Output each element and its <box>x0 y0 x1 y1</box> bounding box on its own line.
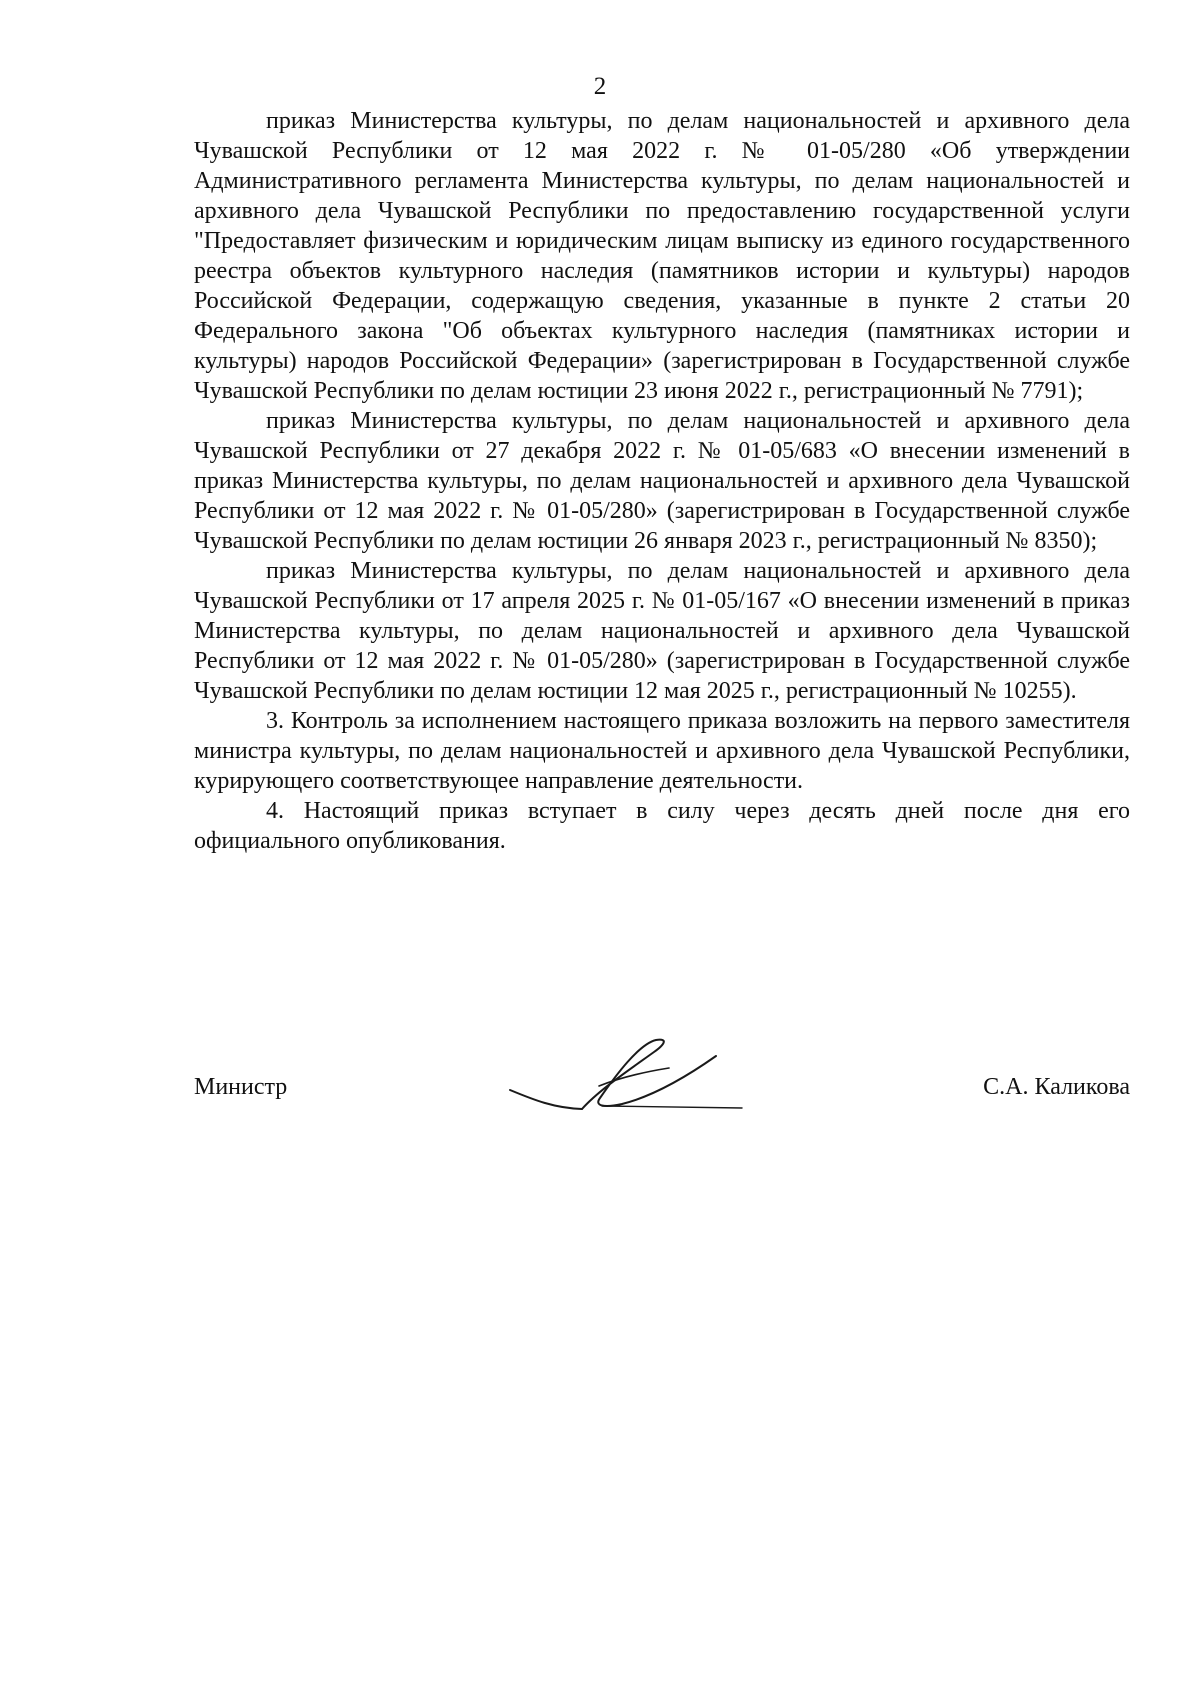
paragraph-order-167: приказ Министерства культуры, по делам национальностей и архивного дела Чувашской Республики от 17 апреля 2025 г. № 01-05/167 «О внесении изменений в приказ Министерства культуры, по делам национальностей и архивного дела Чувашской Республики от 12 мая 2022 г. № 01-05/280» (зарегистрирован в Государственной службе Чувашской Республики по делам юстиции 12 мая 2025 г., регистрационный № 10255). <box>194 558 1130 704</box>
signature-block <box>194 1020 1130 1130</box>
paragraph-effective-date-clause: 4. Настоящий приказ вступает в силу через десять дней после дня его официального опубликования. <box>194 798 1130 854</box>
paragraph-control-clause: 3. Контроль за исполнением настоящего приказа возложить на первого заместителя министра культуры, по делам национальностей и архивного дела Чувашской Республики, курирующего соответствующее направление деятельности. <box>194 708 1130 794</box>
document-body <box>194 106 1130 856</box>
paragraph-order-683: приказ Министерства культуры, по делам национальностей и архивного дела Чувашской Республики от 27 декабря 2022 г. № 01-05/683 «О внесении изменений в приказ Министерства культуры, по делам национальностей и архивного дела Чувашской Республики от 12 мая 2022 г. № 01-05/280» (зарегистрирован в Государственной службе Чувашской Республики по делам юстиции 26 января 2023 г., регистрационный № 8350); <box>194 408 1130 554</box>
paragraph-order-280: приказ Министерства культуры, по делам национальностей и архивного дела Чувашской Республики от 12 мая 2022 г. № 01-05/280 «Об утверждении Административного регламента Министерства культуры, по делам национальностей и архивного дела Чувашской Республики по предоставлению государственной услуги "Предоставляет физическим и юридическим лицам выписку из единого государственного реестра объектов культурного наследия (памятников истории и культуры) народов Российской Федерации, содержащую сведения, указанные в пункте 2 статьи 20 Федерального закона "Об объектах культурного наследия (памятниках истории и культуры) народов Российской Федерации» (зарегистрирован в Государственной службе Чувашской Республики по делам юстиции 23 июня 2022 г., регистрационный № 7791); <box>194 108 1130 404</box>
signatory-name: С.А. Каликова <box>983 1074 1130 1100</box>
page-number: 2 <box>593 73 607 100</box>
signatory-position: Министр <box>194 1074 288 1100</box>
handwritten-signature <box>504 1020 754 1120</box>
